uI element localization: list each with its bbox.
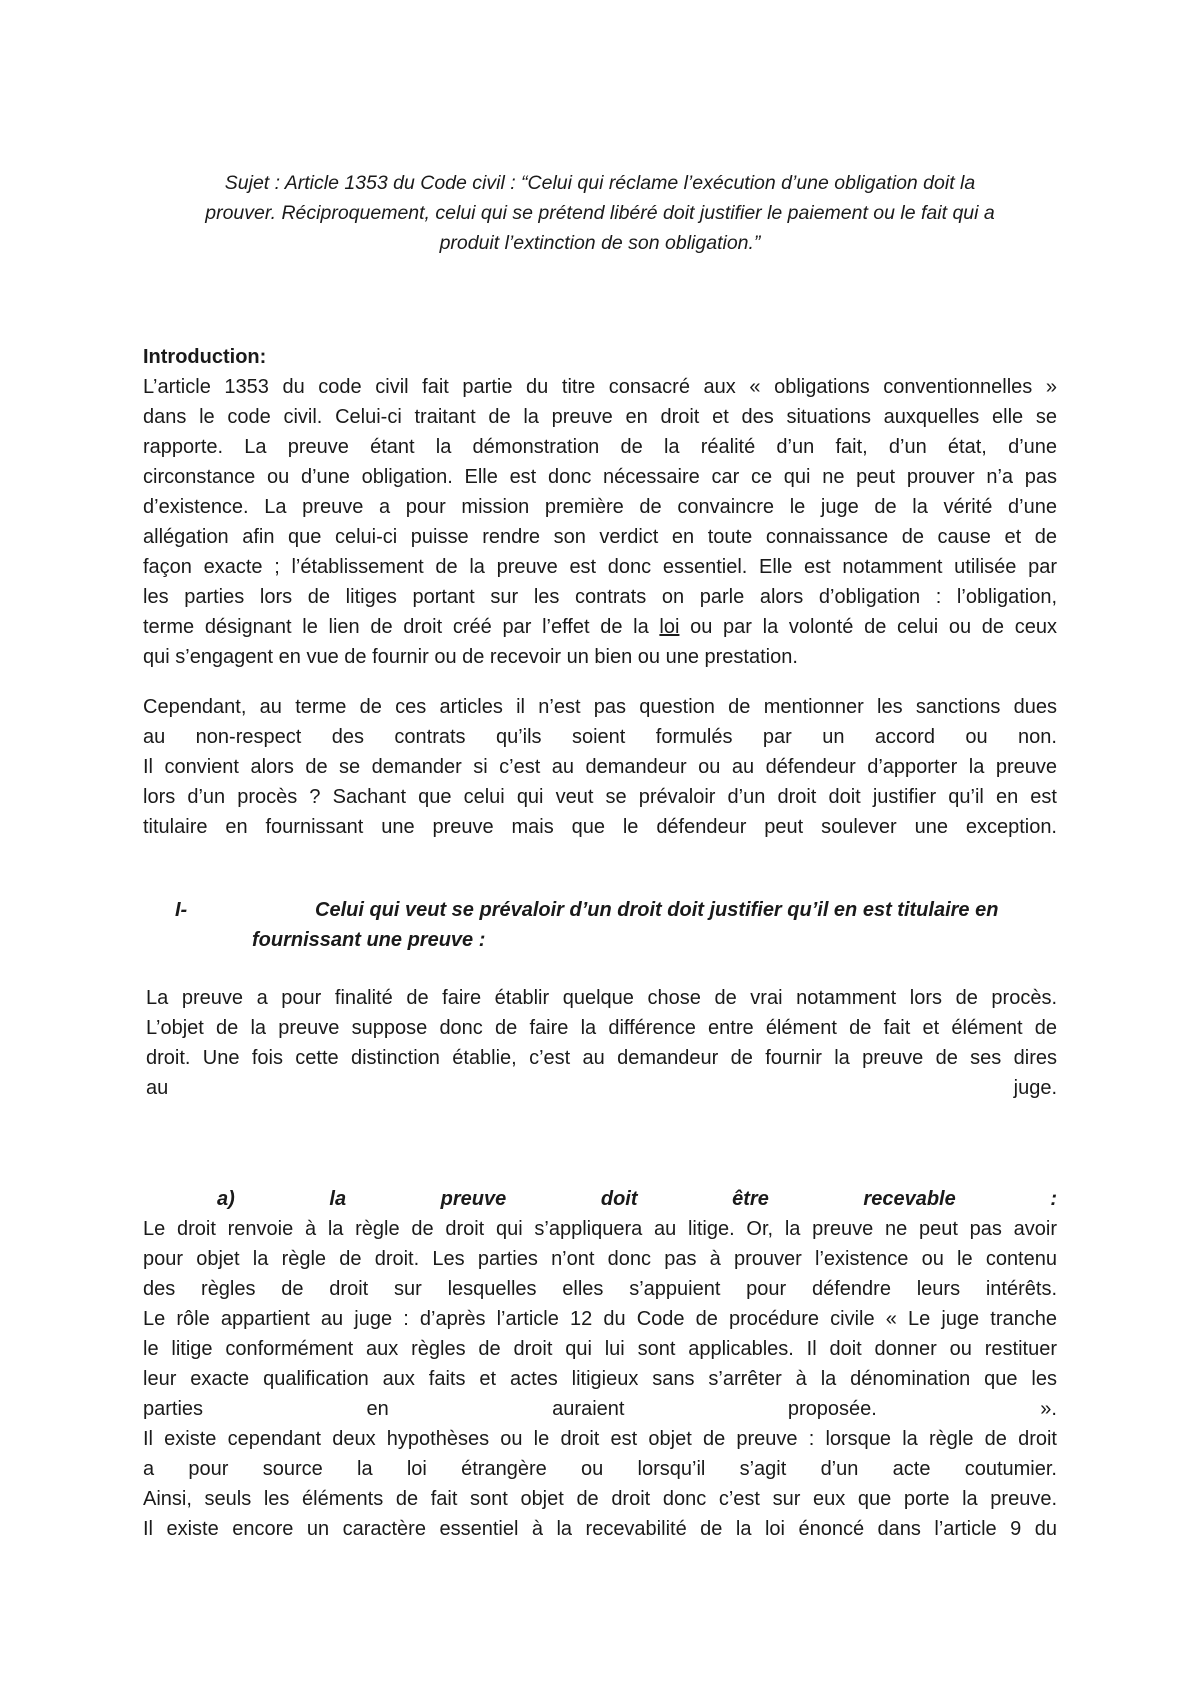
paragraph-line: leur exacte qualification aux faits et actes litigieux sans s’arrêter à la dénomination que les	[143, 1368, 1057, 1390]
paragraph-line: a pour source la loi étrangère ou lorsqu’il s’agit d’un acte coutumier.	[143, 1458, 1057, 1480]
paragraph-line: lors d’un procès ? Sachant que celui qui veut se prévaloir d’un droit doit justifier qu’il en est	[143, 786, 1057, 808]
paragraph-line: au juge.	[146, 1077, 1057, 1099]
cependant-paragraph	[143, 692, 1057, 842]
paragraph-line: Il convient alors de se demander si c’est au demandeur ou au défendeur d’apporter la preuve	[143, 756, 1057, 778]
section-one-heading	[175, 895, 1060, 955]
paragraph-line: le litige conformément aux règles de droit qui lui sont applicables. Il doit donner ou restituer	[143, 1338, 1057, 1360]
paragraph-line: des règles de droit sur lesquelles elles s’appuient pour défendre leurs intérêts.	[143, 1278, 1057, 1300]
line-text: ou par la volonté de celui ou de ceux	[679, 616, 1057, 638]
paragraph-line: dans le code civil. Celui-ci traitant de la preuve en droit et des situations auxquelles elle se	[143, 406, 1057, 428]
paragraph-line: parties en auraient proposée. ».	[143, 1398, 1057, 1420]
introduction-heading: Introduction:	[143, 346, 267, 368]
subject-statement	[140, 168, 1060, 258]
paragraph-line: circonstance ou d’une obligation. Elle est donc nécessaire car ce qui ne peut prouver n’a pas	[143, 466, 1057, 488]
subject-line: prouver. Réciproquement, celui qui se prétend libéré doit justifier le paiement ou le fait qui a	[205, 202, 995, 224]
section-title: fournissant une preuve :	[252, 929, 486, 951]
paragraph-line: Ainsi, seuls les éléments de fait sont objet de droit donc c’est sur eux que porte la preuve.	[143, 1488, 1057, 1510]
paragraph-line: droit. Une fois cette distinction établie, c’est au demandeur de fournir la preuve de ses dires	[146, 1047, 1057, 1069]
introduction-paragraph	[143, 372, 1057, 672]
subject-line: produit l’extinction de son obligation.”	[439, 232, 761, 254]
paragraph-line: Le rôle appartient au juge : d’après l’article 12 du Code de procédure civile « Le juge tranche	[143, 1308, 1057, 1330]
paragraph-line: allégation afin que celui-ci puisse rendre son verdict en toute connaissance de cause et de	[143, 526, 1057, 548]
paragraph-line: L’objet de la preuve suppose donc de faire la différence entre élément de fait et élément de	[146, 1017, 1057, 1039]
line-text: terme désignant le lien de droit créé par l’effet de la	[143, 616, 660, 638]
droit-paragraph	[143, 1214, 1057, 1544]
paragraph-line: La preuve a pour finalité de faire établir quelque chose de vrai notamment lors de procès.	[146, 987, 1057, 1009]
paragraph-line: d’existence. La preuve a pour mission première de convaincre le juge de la vérité d’une	[143, 496, 1057, 518]
paragraph-line: pour objet la règle de droit. Les parties n’ont donc pas à prouver l’existence ou le contenu	[143, 1248, 1057, 1270]
paragraph-line: au non-respect des contrats qu’ils soient formulés par un accord ou non.	[143, 726, 1057, 748]
paragraph-line	[143, 612, 1057, 642]
paragraph-line: les parties lors de litiges portant sur les contrats on parle alors d’obligation : l’obligation,	[143, 586, 1057, 608]
paragraph-line: Il existe cependant deux hypothèses ou le droit est objet de preuve : lorsque la règle de droit	[143, 1428, 1057, 1450]
subject-line: Sujet : Article 1353 du Code civil : “Celui qui réclame l’exécution d’une obligation doit la	[224, 172, 976, 194]
paragraph-line: qui s’engagent en vue de fournir ou de recevoir un bien ou une prestation.	[143, 646, 798, 668]
section-number: I-	[175, 899, 188, 921]
paragraph-line: titulaire en fournissant une preuve mais que le défendeur peut soulever une exception.	[143, 816, 1057, 838]
paragraph-line: Cependant, au terme de ces articles il n’est pas question de mentionner les sanctions dues	[143, 696, 1057, 718]
preuve-paragraph	[146, 983, 1057, 1103]
paragraph-line: façon exacte ; l’établissement de la preuve est donc essentiel. Elle est notamment utilisée par	[143, 556, 1057, 578]
paragraph-line: Le droit renvoie à la règle de droit qui s’appliquera au litige. Or, la preuve ne peut pas avoir	[143, 1218, 1057, 1240]
paragraph-line: L’article 1353 du code civil fait partie du titre consacré aux « obligations conventionnelles »	[143, 376, 1057, 398]
paragraph-line: Il existe encore un caractère essentiel à la recevabilité de la loi énoncé dans l’article 9 du	[143, 1518, 1057, 1540]
section-title: Celui qui veut se prévaloir d’un droit doit justifier qu’il en est titulaire en	[315, 899, 999, 921]
subsection-a-heading: a) la preuve doit être recevable :	[217, 1188, 1057, 1210]
loi-link[interactable]: loi	[659, 616, 680, 638]
paragraph-line: rapporte. La preuve étant la démonstration de la réalité d’un fait, d’un état, d’une	[143, 436, 1057, 458]
